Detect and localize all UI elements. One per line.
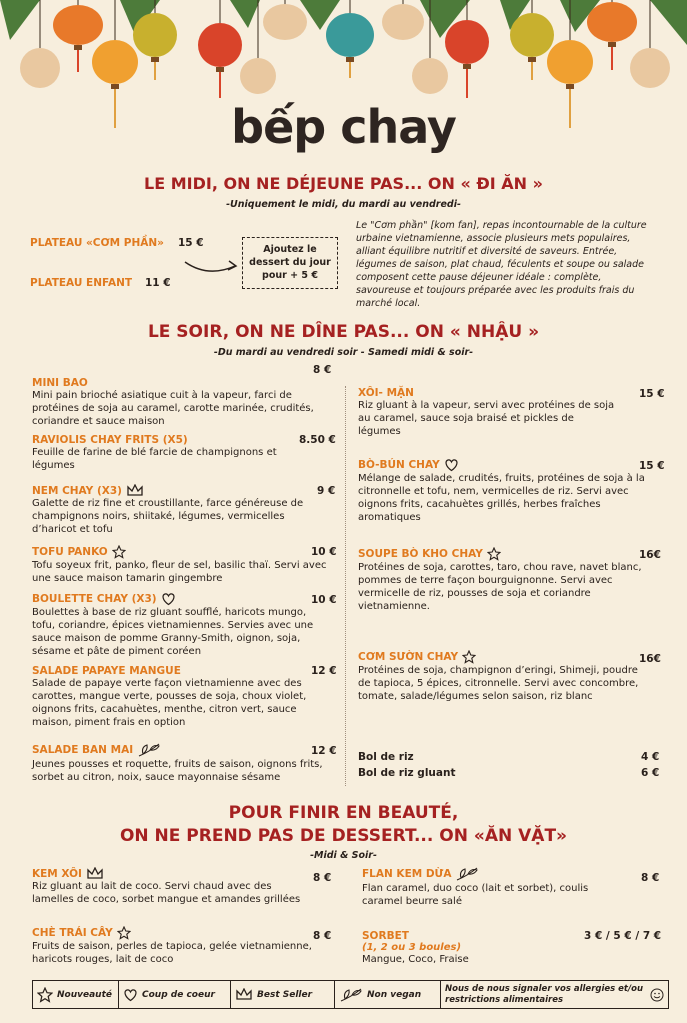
menu-item-mini-bao (32, 377, 332, 428)
heart-icon (444, 458, 459, 472)
che-trai-cay-price: 8 € (313, 930, 332, 942)
soir-section-title: LE SOIR, ON NE DÎNE PAS... ON « NHẬU » (147, 322, 540, 342)
menu-item-bo-bun-chay (358, 458, 648, 524)
item-name: SALADE BAN MAI (32, 744, 134, 756)
item-desc: Salade de papaye verte façon vietnamienne avec des carottes, mangue verte, pousses de soja, choux violet, oignons frits, cacahuètes, menthe, citron vert, sauce maison, piment frais en option (32, 678, 307, 728)
mini-bao-price: 8 € (313, 364, 332, 376)
item-desc: Tofu soyeux frit, panko, fleur de sel, basilic thaï. Servi avec une sauce maison tamarin gingembre (32, 560, 327, 584)
menu-item-tofu-panko (32, 545, 332, 585)
item-name: XÔI- MẶN (358, 387, 414, 399)
midi-section-subtitle: -Uniquement le midi, du mardi au vendredi- (226, 199, 461, 210)
dessert-subtitle: -Midi & Soir- (310, 850, 377, 861)
item-desc: Boulettes à base de riz gluant soufflé, haricots mungo, tofu, coriandre, épices vietnamiennes. Servies avec une sauce maison de pomme Granny-Smith, oignon, soja, sésame et pâte de piment coréen (32, 607, 314, 657)
bo-bun-chay-price: 15 € (639, 460, 665, 472)
column-divider (345, 386, 346, 786)
star-icon (112, 545, 126, 559)
tofu-panko-price: 10 € (311, 546, 337, 558)
item-desc: Protéines de soja, champignon d’eringi, Shimeji, poudre de tapioca, 5 épices, citronnelle. Servi avec concombre, tomate, salade/légumes selon saison, riz blanc (358, 665, 639, 702)
arrow-icon (183, 252, 241, 276)
plateau-com-phan-label: PLATEAU «CƠM PHẦN» (30, 237, 164, 249)
item-name: BOULETTE CHAY (X3) (32, 593, 157, 605)
com-phan-intro: Le "Cơm phần" [kom fan], repas incontournable de la culture urbaine vietnamienne, associe plusieurs mets populaires, alliant équilibre nutritif et diversité de saveurs. Entrée, légumes de saison, plat chaud, féculents et soupe ou salade composent cette pause déjeuner idéale : complète, savoureuse et toujours préparée avec les produits frais du marché local. (356, 220, 647, 309)
restaurant-logo: bếp chay (231, 100, 456, 154)
item-name: NEM CHAY (X3) (32, 484, 122, 497)
menu-item-nem-chay (32, 484, 332, 536)
legend-allergies-note: Nous de nous signaler vos allergies et/ou restrictions alimentaires (441, 981, 668, 1008)
plateau-enfant-price: 11 € (145, 277, 171, 289)
soir-section-subtitle: -Du mardi au vendredi soir - Samedi midi & soir- (213, 347, 474, 358)
star-icon (117, 926, 131, 940)
smiley-icon (650, 988, 664, 1002)
star-icon (487, 547, 501, 561)
menu-item-flan-kem-dua (362, 866, 642, 908)
plateau-com-phan-price: 15 € (178, 237, 204, 249)
leaf-icon (137, 742, 161, 758)
item-desc: Riz gluant à la vapeur, servi avec protéines de soja au caramel, sauce soja braisé et pickles de légumes (358, 400, 615, 437)
salade-ban-mai-price: 12 € (311, 745, 337, 757)
item-name: RAVIOLIS CHAY FRITS (X5) (32, 434, 188, 446)
midi-section-title: LE MIDI, ON NE DÉJEUNE PAS... ON « ĐI ĂN » (144, 174, 543, 193)
bol-de-riz-label: Bol de riz (358, 751, 414, 763)
menu-item-soupe-bo-kho (358, 547, 648, 613)
item-desc: Mangue, Coco, Fraise (362, 954, 469, 965)
bol-de-riz-price: 4 € (641, 751, 660, 763)
legend-coup-de-coeur: Coup de coeur (119, 981, 231, 1008)
flan-kem-dua-price: 8 € (641, 872, 660, 884)
menu-item-salade-papaye (32, 665, 332, 729)
heart-icon (123, 988, 138, 1002)
bol-de-riz-gluant-price: 6 € (641, 767, 660, 779)
menu-item-com-suon-chay (358, 650, 648, 703)
item-name: KEM XÔI (32, 867, 82, 880)
sorbet-price: 3 € / 5 € / 7 € (584, 930, 662, 942)
leaf-icon (339, 987, 363, 1003)
item-desc: Mélange de salade, crudités, fruits, protéines de soja à la citronnelle et tofu, nem, vermicelles de riz. Servi avec oignons frits, cacahuètes grillés, herbes fraîches aromatiques (358, 473, 645, 523)
nem-chay-price: 9 € (317, 485, 336, 497)
salade-papaye-price: 12 € (311, 665, 337, 677)
dessert-title-line2: ON NE PREND PAS DE DESSERT... ON «ĂN VẶT» (119, 826, 568, 846)
menu-item-che-trai-cay (32, 926, 332, 966)
item-desc: Riz gluant au lait de coco. Servi chaud avec des lamelles de coco, sorbet mangue et amandes grillées (32, 881, 301, 905)
menu-item-raviolis (32, 434, 332, 472)
menu-item-boulette-chay (32, 592, 332, 658)
item-desc: Feuille de farine de blé farcie de champignons et légumes (32, 447, 277, 471)
item-name: SOUPE BÒ KHO CHAY (358, 548, 483, 560)
item-desc: Jeunes pousses et roquette, fruits de saison, oignons frits, sorbet au citron, noix, sauce mayonnaise sésame (32, 759, 323, 783)
legend-nouveaute: Nouveauté (33, 981, 119, 1008)
legend-best-seller: Best Seller (231, 981, 335, 1008)
crown-icon (86, 867, 104, 880)
item-desc: Mini pain brioché asiatique cuit à la vapeur, farci de protéines de soja au caramel, carotte marinée, crudités, coriandre et sauce maison (32, 390, 314, 427)
item-name: BÒ-BÚN CHAY (358, 459, 440, 471)
item-desc: Protéines de soja, carottes, taro, chou rave, navet blanc, pommes de terre façon bourguignonne. Servi avec vermicelle de riz, pousses de soja et coriandre vietnamienne. (358, 562, 642, 612)
item-desc: Galette de riz fine et croustillante, farce généreuse de champignons noirs, shiitaké, légumes, vermicelles d’haricot et tofu (32, 498, 304, 535)
boulette-chay-price: 10 € (311, 594, 337, 606)
star-icon (462, 650, 476, 664)
item-name: FLAN KEM DỪA (362, 868, 452, 880)
menu-item-kem-xoi (32, 867, 332, 906)
crown-icon (126, 484, 144, 497)
dessert-title-line1: POUR FINIR EN BEAUTÉ, (228, 803, 459, 823)
kem-xoi-price: 8 € (313, 872, 332, 884)
raviolis-price: 8.50 € (299, 434, 336, 446)
item-name: TOFU PANKO (32, 546, 108, 558)
legend-bar (32, 980, 669, 1009)
item-name: MINI BAO (32, 377, 88, 389)
menu-item-salade-ban-mai (32, 742, 332, 784)
item-subtitle: (1, 2 ou 3 boules) (362, 942, 462, 953)
crown-icon (235, 988, 253, 1001)
com-suon-chay-price: 16€ (639, 653, 661, 665)
item-desc: Fruits de saison, perles de tapioca, gelée vietnamienne, haricots rouges, lait de coco (32, 941, 312, 965)
item-name: CHÈ TRÁI CÂY (32, 927, 113, 939)
heart-icon (161, 592, 176, 606)
item-desc: Flan caramel, duo coco (lait et sorbet), coulis caramel beurre salé (362, 883, 589, 907)
item-name: SALADE PAPAYE MANGUE (32, 665, 181, 677)
item-name: CƠM SƯỜN CHAY (358, 651, 459, 663)
star-icon (37, 987, 53, 1003)
menu-item-xoi-man (358, 387, 648, 438)
xoi-man-price: 15 € (639, 388, 665, 400)
leaf-icon (455, 866, 479, 882)
soupe-bo-kho-price: 16€ (639, 549, 661, 561)
dessert-promo-box: Ajoutez le dessert du jour pour + 5 € (242, 237, 338, 289)
legend-non-vegan: Non vegan (335, 981, 441, 1008)
plateau-enfant-label: PLATEAU ENFANT (30, 277, 133, 289)
bol-de-riz-gluant-label: Bol de riz gluant (358, 767, 456, 779)
item-name: SORBET (362, 930, 409, 942)
